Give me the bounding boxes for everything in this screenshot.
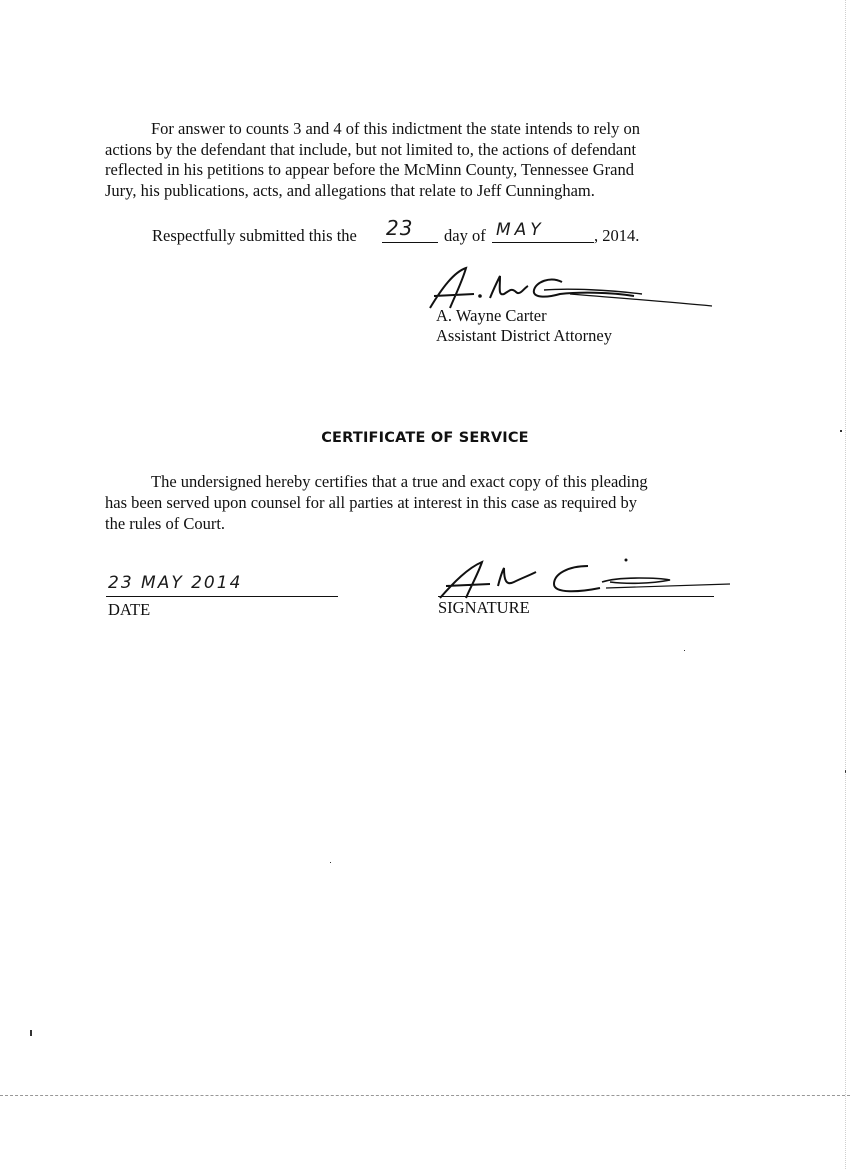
handwritten-day: 23 [386, 216, 414, 240]
signatory-title: Assistant District Attorney [436, 326, 612, 345]
answer-line: For answer to counts 3 and 4 of this indictment the state intends to rely on [151, 119, 640, 138]
certificate-line: The undersigned hereby certifies that a true and exact copy of this pleading [151, 472, 648, 491]
answer-line: Jury, his publications, acts, and allegations that relate to Jeff Cunningham. [105, 180, 595, 200]
date-label: DATE [108, 600, 151, 619]
certificate-paragraph [105, 471, 705, 534]
answer-line: actions by the defendant that include, but not limited to, the actions of defendant [105, 139, 637, 159]
certificate-heading: CERTIFICATE OF SERVICE [321, 430, 529, 446]
scan-speck [684, 650, 685, 651]
scan-speck [30, 1030, 32, 1036]
scan-artifact-line [0, 1095, 850, 1096]
handwritten-month: MAY [496, 220, 545, 240]
signature-underline [438, 596, 714, 597]
day-of-label: day of [444, 226, 486, 245]
signatory-name: A. Wayne Carter [436, 306, 547, 325]
month-underline [492, 242, 594, 243]
answer-line: reflected in his petitions to appear before the McMinn County, Tennessee Grand [105, 160, 634, 179]
submission-prefix: Respectfully submitted this the [152, 226, 357, 245]
certificate-line: the rules of Court. [105, 514, 226, 533]
date-underline [106, 596, 338, 597]
certificate-line: has been served upon counsel for all parties at interest in this case as required by [105, 493, 637, 512]
scan-edge [845, 0, 847, 1169]
scan-speck [330, 862, 331, 863]
day-underline [382, 242, 438, 243]
handwritten-date: 23 MAY 2014 [108, 573, 243, 593]
signature-label: SIGNATURE [438, 598, 530, 617]
year-suffix: , 2014. [594, 226, 640, 245]
answer-paragraph [105, 119, 705, 201]
scan-speck [840, 430, 842, 432]
